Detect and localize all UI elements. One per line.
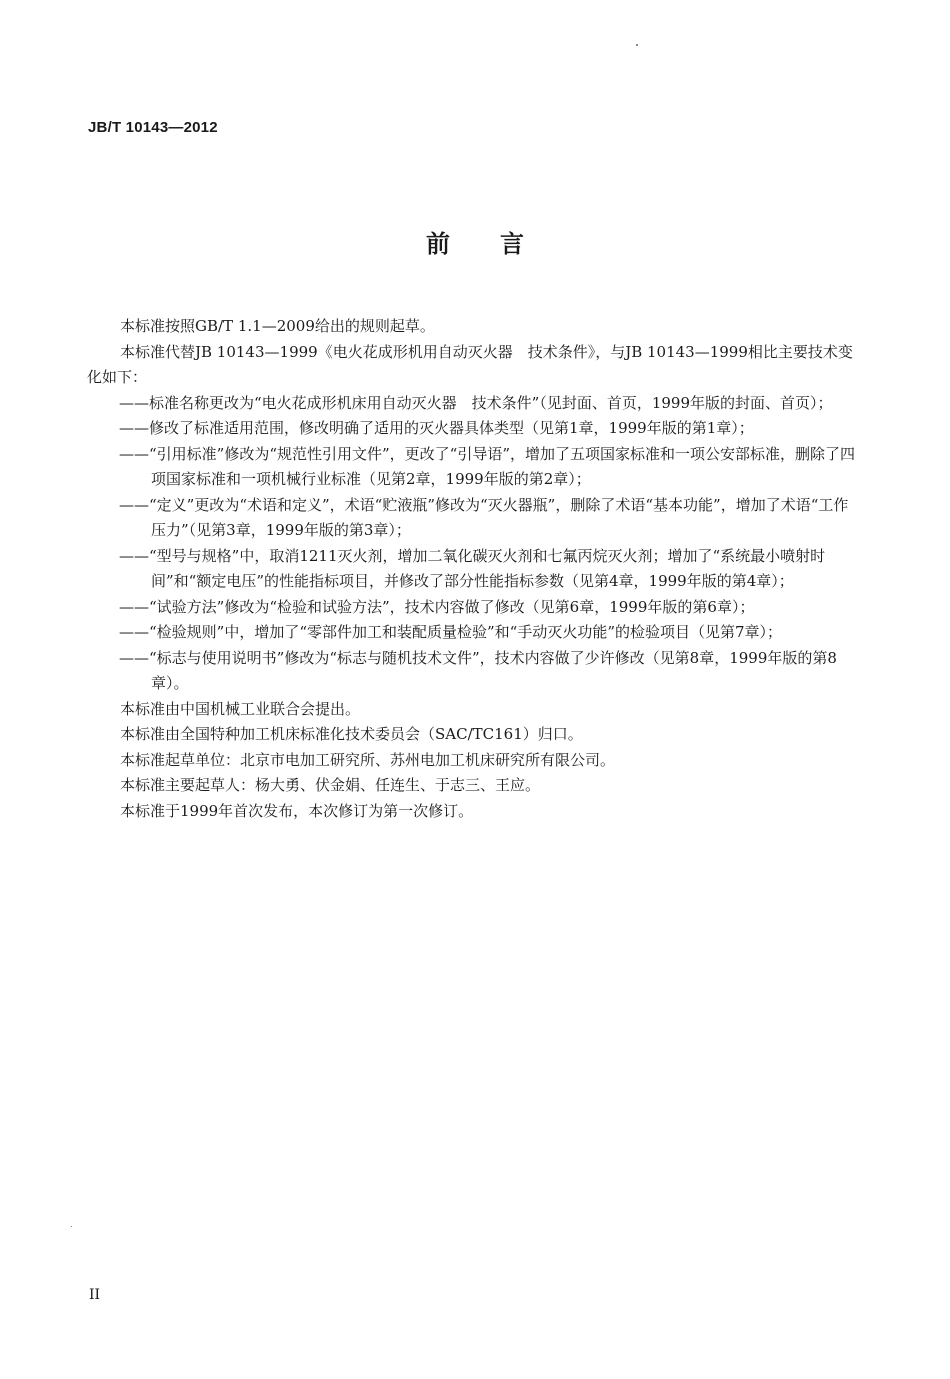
change-item: ——“试验方法”修改为“检验和试验方法”，技术内容做了修改（见第6章，1999年版的第6章）； <box>119 597 755 616</box>
page-title: 前言 <box>426 230 574 258</box>
paragraph: 本标准按照GB/T 1.1—2009给出的规则起草。 <box>120 317 435 335</box>
paragraph: 本标准代替JB 10143—1999《电火花成形机用自动灭火器 技术条件》，与JB 10143—1999相比主要技术变化如下： <box>87 342 853 386</box>
change-item: ——修改了标准适用范围，修改明确了适用的灭火器具体类型（见第1章，1999年版的第1章）； <box>119 419 754 437</box>
change-item: ——“型号与规格”中，取消1211灭火剂，增加二氧化碳灭火剂和七氟丙烷灭火剂；增加了“系统最小喷射时间”和“额定电压”的性能指标项目，并修改了部分性能指标参数（见第4章，1999年版的第4章）； <box>119 546 826 590</box>
paragraph: 本标准于1999年首次发布，本次修订为第一次修订。 <box>120 801 474 820</box>
scan-speck <box>636 44 638 46</box>
scan-speck <box>71 1226 72 1227</box>
change-item: ——标准名称更改为“电火花成形机床用自动灭火器 技术条件”（见封面、首页，1999年版的封面、首页）； <box>119 393 833 412</box>
page-number: II <box>89 1287 101 1303</box>
change-item: ——“引用标准”修改为“规范性引用文件”，更改了“引导语”，增加了五项国家标准和一项公安部标准，删除了四项国家标准和一项机械行业标准（见第2章，1999年版的第2章）； <box>119 444 856 488</box>
change-item: ——“定义”更改为“术语和定义”，术语“贮液瓶”修改为“灭火器瓶”，删除了术语“基本功能”，增加了术语“工作压力”（见第3章，1999年版的第3章）； <box>119 495 849 539</box>
foreword-body <box>87 314 859 824</box>
paragraph: 本标准由中国机械工业联合会提出。 <box>120 699 361 718</box>
paragraph: 本标准主要起草人：杨大勇、伏金娟、任连生、于志三、王应。 <box>120 776 541 794</box>
paragraph: 本标准起草单位：北京市电加工研究所、苏州电加工机床研究所有限公司。 <box>120 750 616 769</box>
change-item: ——“检验规则”中，增加了“零部件加工和装配质量检验”和“手动灭火功能”的检验项目（见第7章）； <box>119 623 783 641</box>
standard-code: JB/T 10143—2012 <box>88 119 218 136</box>
paragraph: 本标准由全国特种加工机床标准化技术委员会（SAC/TC161）归口。 <box>120 725 583 743</box>
change-item: ——“标志与使用说明书”修改为“标志与随机技术文件”，技术内容做了少许修改（见第8章，1999年版的第8章）。 <box>119 648 837 692</box>
